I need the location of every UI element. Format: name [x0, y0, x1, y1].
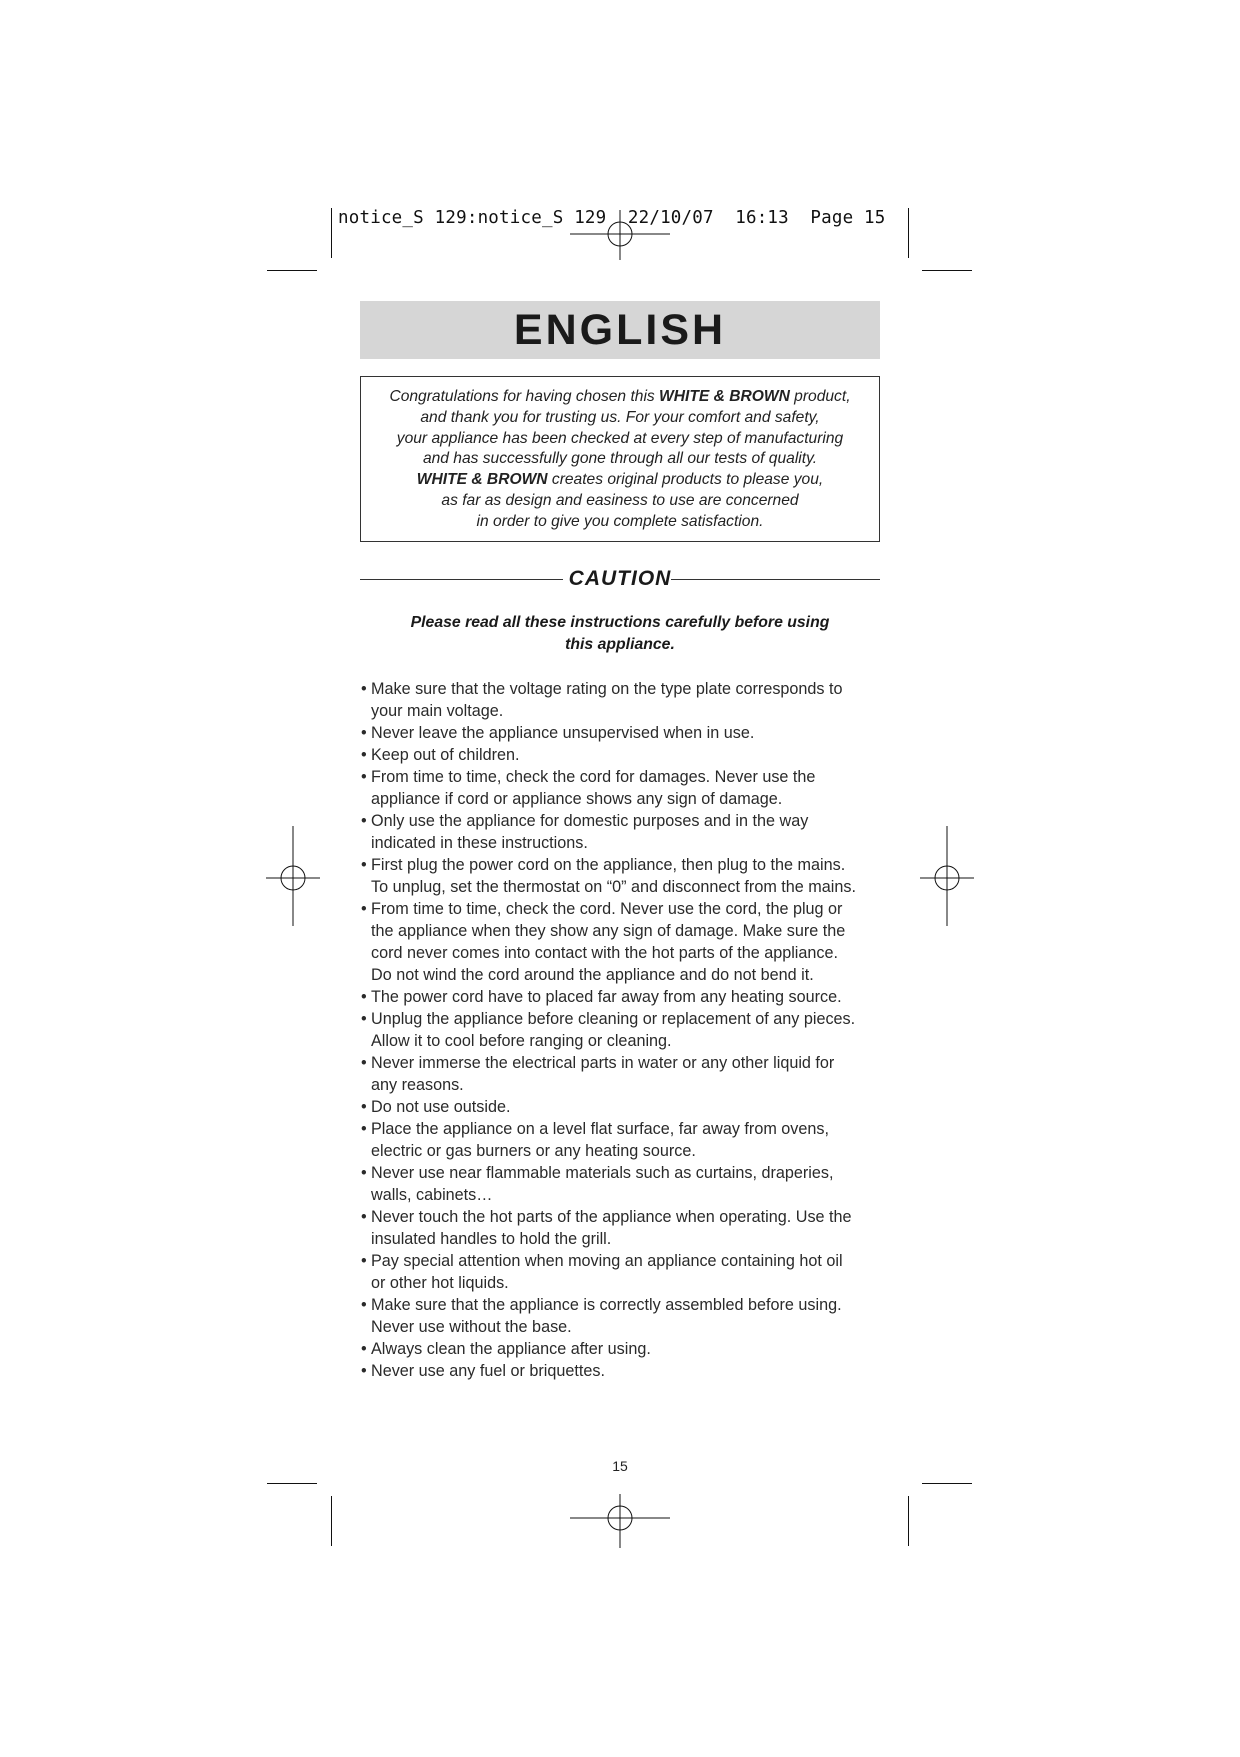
instruction-line: any reasons. [371, 1076, 464, 1094]
instruction-line: appliance if cord or appliance shows any sign of damage. [371, 790, 783, 808]
caution-heading-row [360, 565, 880, 595]
brand-name: WHITE & BROWN [659, 388, 790, 405]
instruction-line: indicated in these instructions. [371, 834, 588, 852]
instruction-line: electric or gas burners or any heating source. [371, 1142, 696, 1160]
crop-mark [908, 1496, 909, 1546]
registration-mark [568, 1494, 672, 1548]
instruction-line: cord never comes into contact with the hot parts of the appliance. [371, 944, 839, 962]
instruction-item [360, 722, 888, 744]
instruction-item [360, 744, 888, 766]
instruction-line: • Do not use outside. [371, 1098, 511, 1116]
crop-mark [922, 1483, 972, 1484]
instruction-line: walls, cabinets… [371, 1186, 493, 1204]
instruction-line: • Unplug the appliance before cleaning or replacement of any pieces. [371, 1010, 856, 1028]
language-title-band [360, 301, 880, 359]
intro-line: and has successfully gone through all our tests of quality. [422, 450, 818, 468]
crop-mark [922, 270, 972, 271]
crop-mark [331, 208, 332, 258]
instruction-line: • From time to time, check the cord. Never use the cord, the plug or [371, 900, 843, 918]
instruction-item [360, 854, 888, 898]
caution-lead [360, 612, 880, 656]
instruction-item [360, 898, 888, 986]
instruction-line: • Make sure that the appliance is correctly assembled before using. [371, 1296, 842, 1314]
intro-box [360, 376, 880, 542]
instruction-item [360, 986, 888, 1008]
instruction-line: • Keep out of children. [371, 746, 520, 764]
instruction-line: • Never use any fuel or briquettes. [371, 1362, 605, 1380]
crop-mark [331, 1496, 332, 1546]
instruction-item [360, 678, 888, 722]
instruction-line: Never use without the base. [371, 1318, 572, 1336]
instruction-item [360, 1294, 888, 1338]
instruction-line: • Pay special attention when moving an appliance containing hot oil [371, 1252, 843, 1270]
crop-mark [267, 270, 317, 271]
instruction-item [360, 766, 888, 810]
instruction-line: Allow it to cool before ranging or cleaning. [371, 1032, 672, 1050]
instruction-item [360, 1360, 888, 1382]
caution-lead-line: Please read all these instructions carefully before using [410, 614, 830, 631]
intro-text: creates original products to please you, [547, 471, 824, 489]
intro-line: your appliance has been checked at every step of manufacturing [396, 429, 844, 447]
instruction-line: • First plug the power cord on the appliance, then plug to the mains. [371, 856, 846, 874]
registration-mark [568, 210, 672, 260]
instruction-item [360, 1052, 888, 1096]
instruction-line: insulated handles to hold the grill. [371, 1230, 612, 1248]
instruction-line: • Never immerse the electrical parts in water or any other liquid for [371, 1054, 835, 1072]
instruction-line: • Never touch the hot parts of the appliance when operating. Use the [371, 1208, 852, 1226]
crop-mark [908, 208, 909, 258]
crop-mark [267, 1483, 317, 1484]
instruction-item [360, 1338, 888, 1360]
registration-mark [266, 826, 320, 926]
instruction-line: To unplug, set the thermostat on “0” and disconnect from the mains. [371, 878, 856, 896]
instruction-line: • Make sure that the voltage rating on the type plate corresponds to [371, 680, 843, 698]
instruction-line: • Never use near flammable materials such as curtains, draperies, [371, 1164, 834, 1182]
instruction-line: • From time to time, check the cord for damages. Never use the [371, 768, 816, 786]
instruction-item [360, 810, 888, 854]
safety-instructions-list [360, 678, 888, 1382]
intro-line [361, 387, 879, 408]
intro-line: in order to give you complete satisfaction. [476, 512, 764, 530]
instruction-item [360, 1118, 888, 1162]
instruction-line: • Place the appliance on a level flat surface, far away from ovens, [371, 1120, 829, 1138]
instruction-line: • The power cord have to placed far away from any heating source. [371, 988, 842, 1006]
caution-lead-line: this appliance. [565, 636, 675, 653]
instruction-line: • Never leave the appliance unsupervised when in use. [371, 724, 755, 742]
instruction-item [360, 1162, 888, 1206]
intro-text: product, [789, 388, 851, 405]
instruction-line: or other hot liquids. [371, 1274, 509, 1292]
instruction-line: your main voltage. [371, 702, 504, 720]
brand-name: WHITE & BROWN [416, 471, 548, 489]
divider [671, 579, 880, 580]
intro-line [361, 470, 879, 491]
instruction-item [360, 1096, 888, 1118]
instruction-line: the appliance when they show any sign of damage. Make sure the [371, 922, 846, 940]
instruction-line: Do not wind the cord around the appliance and do not bend it. [371, 966, 814, 984]
intro-line: as far as design and easiness to use are concerned [441, 491, 799, 509]
intro-line: and thank you for trusting us. For your comfort and safety, [420, 408, 820, 426]
registration-mark [920, 826, 974, 926]
page-number: 15 [612, 1458, 628, 1474]
print-slug-line: notice_S 129:notice_S 129 22/10/07 16:13 Page 15 [338, 208, 886, 228]
instruction-item [360, 1250, 888, 1294]
page-title: ENGLISH [513, 305, 727, 354]
caution-heading: CAUTION [568, 567, 672, 590]
intro-text: Congratulations for having chosen this [389, 388, 660, 405]
instruction-line: • Only use the appliance for domestic purposes and in the way [371, 812, 809, 830]
instruction-item [360, 1008, 888, 1052]
instruction-item [360, 1206, 888, 1250]
instruction-line: • Always clean the appliance after using. [371, 1340, 651, 1358]
